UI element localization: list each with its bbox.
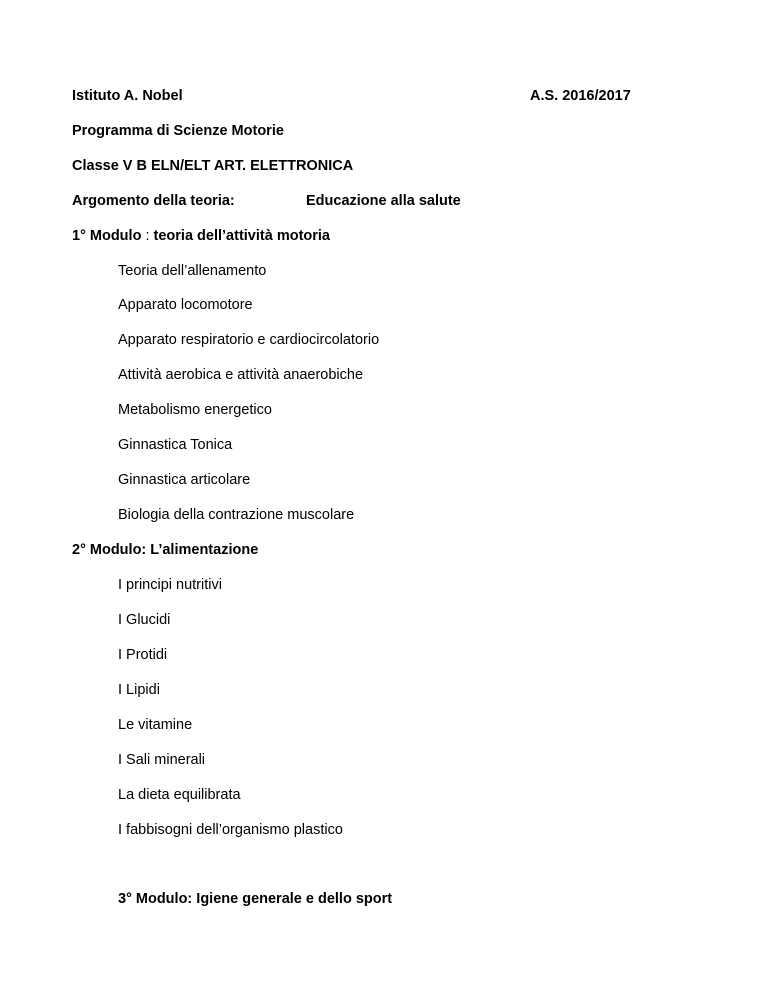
module-2-item: I fabbisogni dell’organismo plastico [118, 822, 343, 838]
school-name: Istituto A. Nobel [72, 88, 183, 104]
module-2-item: I Lipidi [118, 682, 160, 698]
program-title: Programma di Scienze Motorie [72, 123, 284, 139]
module-1-separator: : [141, 228, 154, 244]
module-1-item: Biologia della contrazione muscolare [118, 507, 355, 523]
class-name: Classe V B ELN/ELT ART. ELETTRONICA [72, 158, 354, 174]
school-year: A.S. 2016/2017 [530, 88, 631, 104]
topic-value: Educazione alla salute [306, 193, 461, 209]
module-2-item: I Glucidi [118, 612, 171, 628]
module-1-item: Apparato locomotore [118, 297, 253, 313]
module-1-item: Teoria dell’allenamento [118, 263, 267, 279]
module-1-item: Ginnastica articolare [118, 472, 251, 488]
topic-label: Argomento della teoria: [72, 193, 235, 209]
module-2-item: I principi nutritivi [118, 577, 222, 593]
module-1-item: Attività aerobica e attività anaerobiche [118, 367, 364, 383]
module-2-title: 2° Modulo: L’alimentazione [72, 542, 259, 558]
module-1-rest: teoria dell’attività motoria [153, 228, 330, 244]
module-2-item: I Sali minerali [118, 752, 206, 768]
module-3-title: 3° Modulo: Igiene generale e dello sport [118, 891, 393, 907]
module-1-item: Apparato respiratorio e cardiocircolatorio [118, 332, 380, 348]
module-2-item: Le vitamine [118, 717, 193, 733]
module-1-item: Metabolismo energetico [118, 402, 272, 418]
module-1-item: Ginnastica Tonica [118, 437, 233, 453]
module-1-prefix: 1° Modulo [72, 228, 142, 244]
module-2-item: La dieta equilibrata [118, 787, 241, 803]
module-2-item: I Protidi [118, 647, 168, 663]
module-1-title [72, 227, 330, 245]
